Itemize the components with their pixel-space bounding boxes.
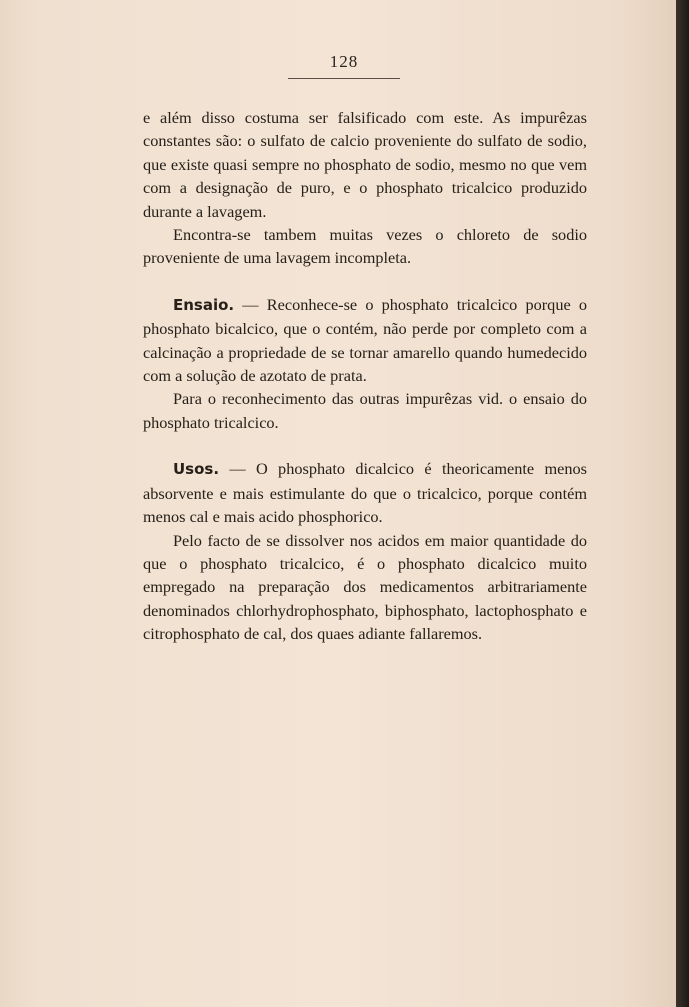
paragraph-ensaio [143,293,587,388]
header-rule [288,78,400,79]
paragraph-6: Pelo facto de se dissolver nos acidos em maior quantidade do que o phosphato tricalcico, é o phosphato dicalcico muito empregado na preparação dos medicamentos arbitrariamente denominados chlorhydrophosphato, biphosphato, lactophosphato e citrophosphato de cal, dos quaes adiante fallaremos. [143,530,587,644]
page-number: 128 [329,52,359,71]
section-heading-usos: Usos. [173,460,220,479]
book-spine-edge [676,0,689,1007]
body-text [143,106,587,646]
paragraph-1: e além disso costuma ser falsificado com este. As impurêzas constantes são: o sulfato de calcio proveniente do sulfato de sodio, que existe quasi sempre no phosphato de sodio, mesmo no que vem com a designação de puro, e o phosphato tricalcico produzido durante a lavagem. [143,108,587,221]
section-heading-ensaio: Ensaio. [173,295,235,314]
page-header [286,52,402,79]
paragraph-usos-text: — O phosphato dicalcico é theoricamente menos absorvente e mais estimulante do que o tricalcico, porque contém menos cal e mais acido phosphorico. [143,459,587,527]
paragraph-usos [143,457,587,528]
paragraph-ensaio-text: — Reconhece-se o phosphato tricalcico porque o phosphato bicalcico, que o contém, não perde por completo com a calcinação a propriedade de se tornar amarello quando humedecido com a solução de azotato de prata. [143,294,587,386]
paragraph-2: Encontra-se tambem muitas vezes o chloreto de sodio proveniente de uma lavagem incompleta. [143,225,587,268]
paragraph-4: Para o reconhecimento das outras impurêzas vid. o ensaio do phosphato tricalcico. [143,389,587,432]
